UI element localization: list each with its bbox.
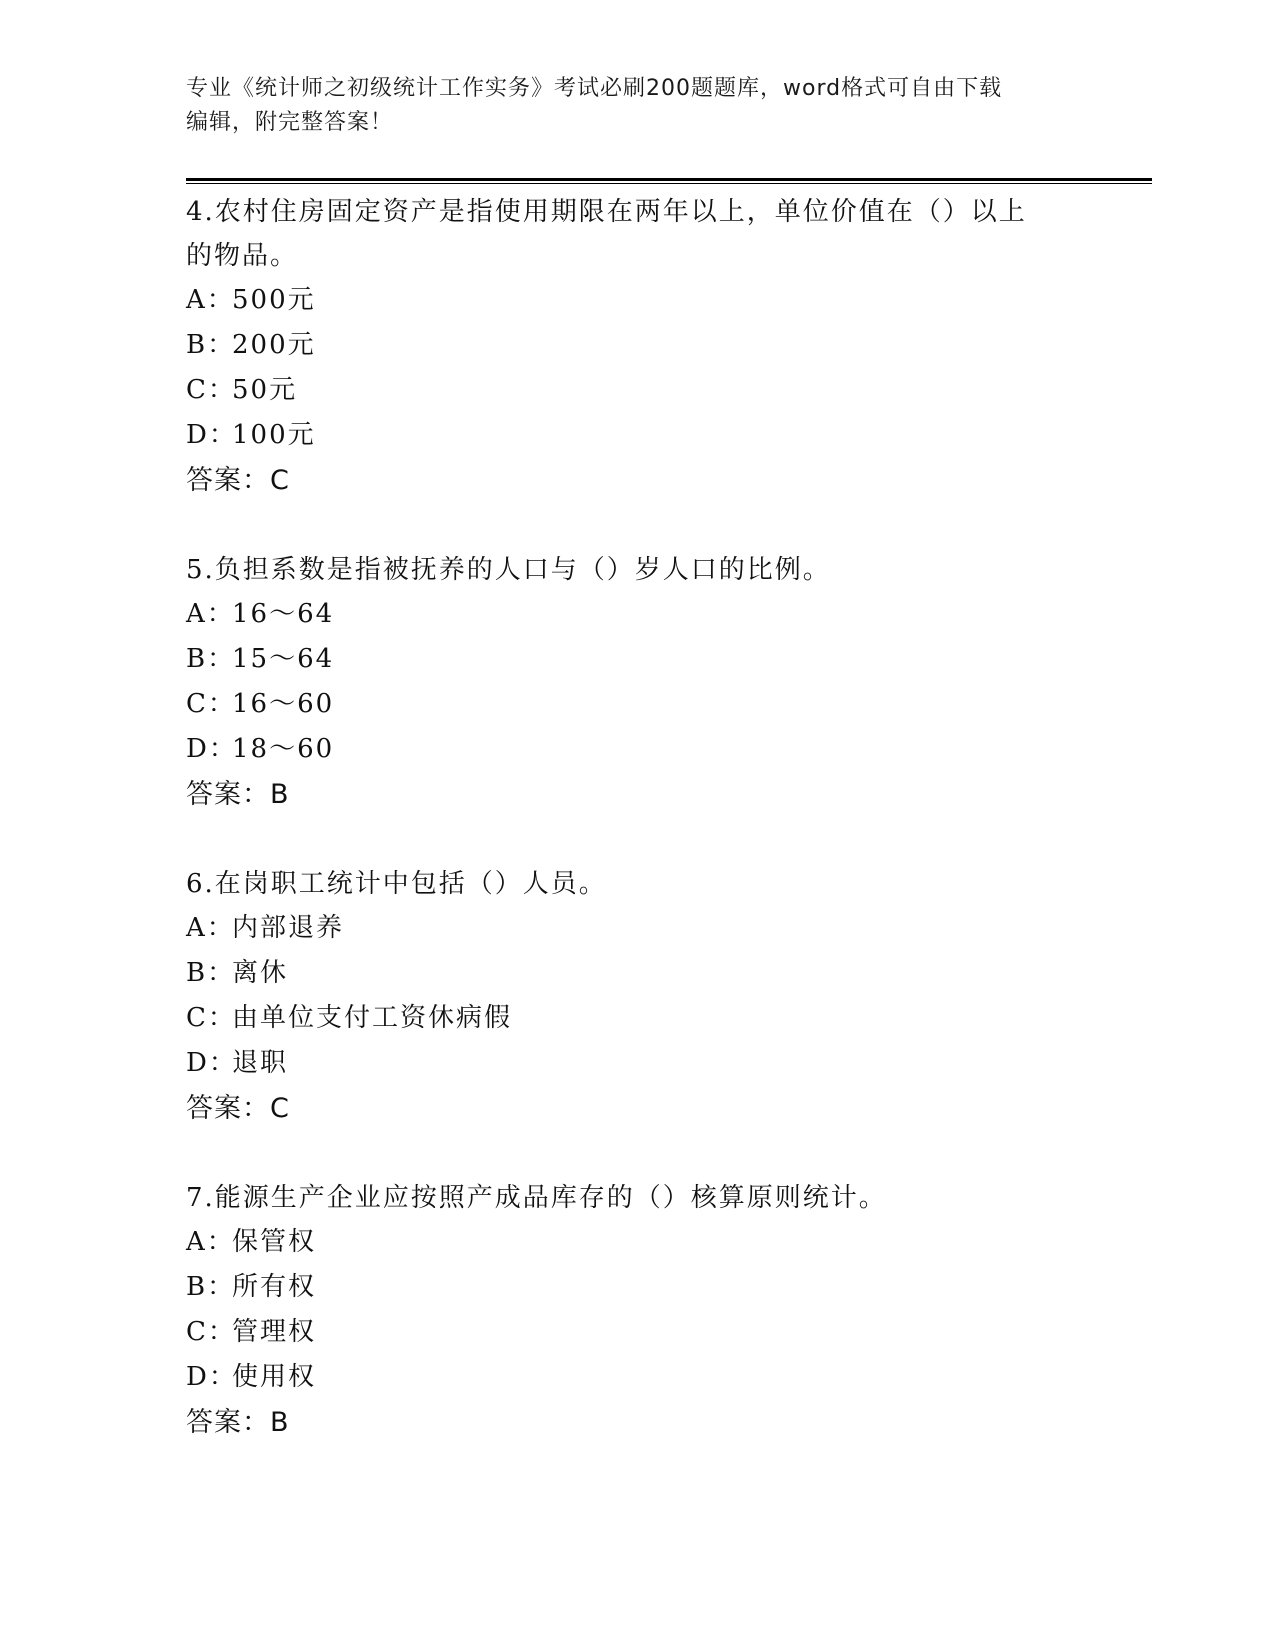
question-item [186,1176,1086,1445]
option-letter: D： [186,420,237,450]
header-divider-thin [186,183,1152,184]
question-item [186,548,1086,817]
answer-line: 答案：B [186,1407,290,1438]
question-list [186,190,1086,1445]
question-stem-line-1: 6.在岗职工统计中包括（）人员。 [186,869,607,899]
option-text: 所有权 [232,1272,317,1302]
question-item [186,190,1086,503]
option-letter: A： [186,1227,235,1257]
option-letter: A： [186,599,235,629]
option-text: 500元 [232,285,316,315]
option-letter: B： [186,958,236,988]
option-text: 使用权 [232,1362,317,1392]
option-a [186,906,1086,951]
option-letter: C： [186,1317,236,1347]
question-item [186,862,1086,1131]
option-text: 管理权 [232,1317,317,1347]
option-text: 16～64 [232,599,335,629]
option-b [186,1265,1086,1310]
option-text: 退职 [232,1048,289,1078]
option-letter: D： [186,734,237,764]
header-line-1: 专业《统计师之初级统计工作实务》考试必刷200题题库，word格式可自由下载 [186,76,1003,101]
question-stem [186,1176,1086,1220]
question-stem-line-1: 7.能源生产企业应按照产成品库存的（）核算原则统计。 [186,1183,887,1213]
answer-line: 答案：C [186,1093,290,1124]
option-text: 15～64 [232,644,335,674]
option-text: 保管权 [232,1227,317,1257]
option-text: 18～60 [232,734,335,764]
option-a [186,1220,1086,1265]
option-letter: B： [186,330,236,360]
option-letter: B： [186,644,236,674]
question-stem [186,548,1086,592]
option-c [186,682,1086,727]
question-stem [186,190,1086,278]
option-a [186,592,1086,637]
option-text: 16～60 [232,689,335,719]
option-letter: D： [186,1362,237,1392]
header-line-2: 编辑，附完整答案！ [186,110,394,135]
option-c [186,368,1086,413]
option-d [186,1041,1086,1086]
option-text: 50元 [232,375,298,405]
document-header [186,72,1086,140]
option-letter: B： [186,1272,236,1302]
question-spacer [186,1131,1086,1176]
option-c [186,1310,1086,1355]
option-letter: C： [186,689,236,719]
option-letter: A： [186,285,235,315]
question-stem-line-1: 4.农村住房固定资产是指使用期限在两年以上，单位价值在（）以上 [186,197,1027,227]
question-spacer [186,503,1086,548]
question-stem [186,862,1086,906]
option-d [186,727,1086,772]
option-b [186,637,1086,682]
option-letter: D： [186,1048,237,1078]
option-d [186,413,1086,458]
answer-line: 答案：C [186,465,290,496]
question-spacer [186,817,1086,862]
header-divider-thick [186,178,1152,181]
option-b [186,951,1086,996]
question-stem-line-1: 5.负担系数是指被抚养的人口与（）岁人口的比例。 [186,555,831,585]
option-letter: C： [186,1003,236,1033]
option-letter: C： [186,375,236,405]
option-c [186,996,1086,1041]
answer-line: 答案：B [186,779,290,810]
question-stem-line-2: 的物品。 [186,241,299,271]
option-d [186,1355,1086,1400]
option-a [186,278,1086,323]
option-b [186,323,1086,368]
option-text: 由单位支付工资休病假 [232,1003,513,1033]
option-letter: A： [186,913,235,943]
option-text: 200元 [232,330,316,360]
option-text: 离休 [232,958,289,988]
option-text: 100元 [232,420,316,450]
option-text: 内部退养 [232,913,345,943]
